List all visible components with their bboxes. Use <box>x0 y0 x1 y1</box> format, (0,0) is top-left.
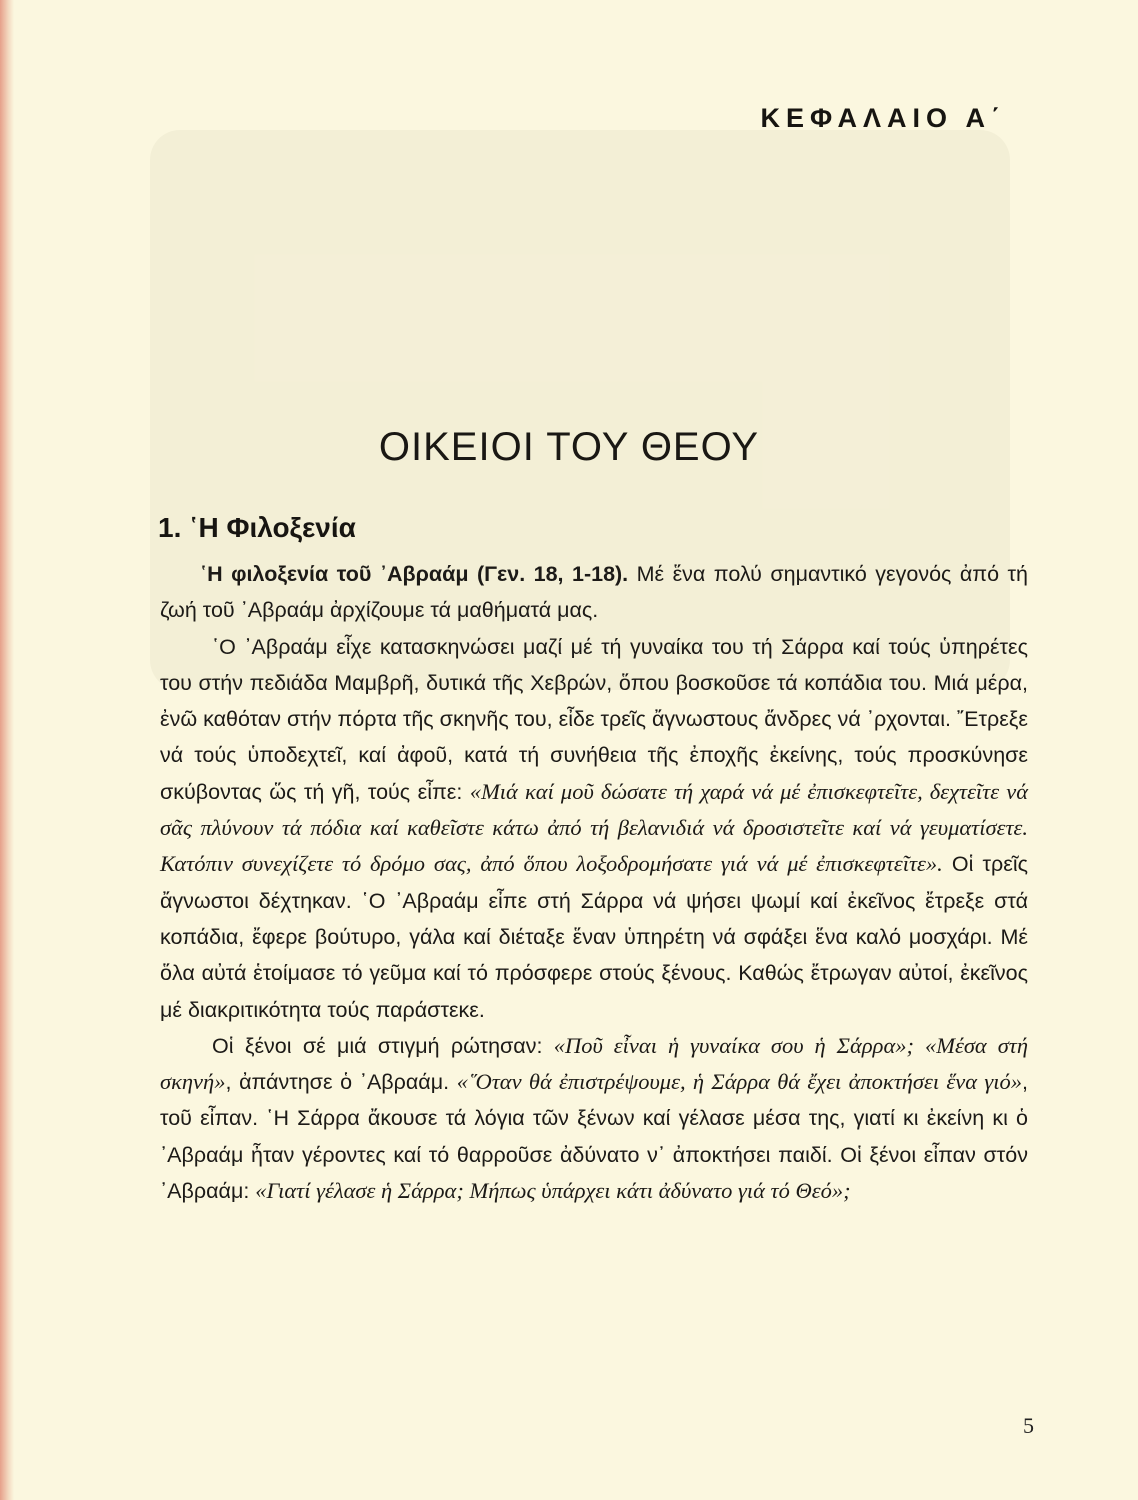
paragraph-text: , τοῦ εἶπαν. ῾Η Σάρρα ἄκουσε τά λόγια τῶν ξένων καί γέλασε μέσα της, γιατί κι ἐκείνη κι ὁ ᾿Αβραάμ ἦταν γέροντες καί τό θαρροῦσε ἀδύνατο ν᾿ ἀποκτήσει παιδί. Οἱ ξένοι εἶπαν στόν ᾿Αβραάμ: <box>160 1070 1028 1204</box>
page-title: ΟΙΚΕΙΟΙ ΤΟΥ ΘΕΟΥ <box>378 425 760 469</box>
paragraph-text: Οἱ τρεῖς ἄγνωστοι δέχτηκαν. ῾Ο ᾿Αβραάμ εἶπε στή Σάρρα νά ψήσει ψωμί καί ἐκεῖνος ἔτρεξε στά κοπάδια, ἔφερε βούτυρο, γάλα καί διέταξε ἕναν ὑπηρέτη νά σφάξει ἕνα καλό μοσχάρι. Μέ ὅλα αὐτά ἑτοίμασε τό γεῦμα καί τό πρόσφερε στούς ξένους. Καθώς ἔτρωγαν αὐτοί, ἐκεῖνος μέ διακριτικότητα τούς παράστεκε. <box>160 852 1028 1022</box>
quoted-speech: «Μιά καί μοῦ δώσατε τή χαρά νά μέ ἐπισκεφτεῖτε, δεχτεῖτε νά σᾶς πλύνουν τά πόδια καί καθεῖστε κάτω ἀπό τή βελανιδιά νά δροσιστεῖτε καί νά γευματίσετε. Κατόπιν συνεχίζετε τό δρόμο σας, ἀπό ὅπου λοξοδρομήσατε γιά νά μέ ἐπισκεφτεῖτε». <box>160 778 1028 877</box>
paragraph-text: Οἱ ξένοι σέ μιά στιγμή ρώτησαν: <box>212 1033 554 1058</box>
paragraph-1 <box>160 556 1028 629</box>
paragraph-3 <box>160 1028 1028 1209</box>
paragraph-text: ῾Ο ᾿Αβραάμ εἶχε κατασκηνώσει μαζί μέ τή γυναίκα του τή Σάρρα καί τούς ὑπηρέτες του στήν πεδιάδα Μαμβρῆ, δυτικά τῆς Χεβρών, ὅπου βοσκοῦσε τά κοπάδια του. Μιά μέρα, ἐνῶ καθόταν στήν πόρτα τῆς σκηνῆς του, εἶδε τρεῖς ἄγνωστους ἄνδρες νά ᾿ρχονται. ῎Ετρεξε νά τούς ὑποδεχτεῖ, καί ἀφοῦ, κατά τή συνήθεια τῆς ἐποχῆς ἐκείνης, τούς προσκύνησε σκύβοντας ὥς τή γῆ, τούς εἶπε: <box>160 634 1028 804</box>
paragraph-2 <box>160 629 1028 1028</box>
page-edge <box>0 0 14 1500</box>
page-number: 5 <box>1023 1413 1034 1438</box>
body-text <box>160 556 1028 1209</box>
paragraph-text: Μέ ἕνα πολύ σημαντικό γεγονός ἀπό τή ζωή τοῦ ᾿Αβραάμ ἀρχίζουμε τά μαθήματά μας. <box>160 562 1029 623</box>
paragraph-subheading: ῾Η φιλοξενία τοῦ ᾿Αβραάμ (Γεν. 18, 1-18). <box>200 562 629 586</box>
quoted-speech: «Ποῦ εἶναι ἡ γυναίκα σου ἡ Σάρρα»; «Μέσα στή σκηνή» <box>160 1032 1029 1095</box>
paragraph-text: , ἀπάντησε ὁ ᾿Αβραάμ. <box>225 1070 457 1095</box>
section-heading: 1. ῾Η Φιλοξενία <box>158 512 356 543</box>
chapter-heading: ΚΕΦΑΛΑΙΟ Α΄ <box>760 103 1006 133</box>
quoted-speech: «῞Οταν θά ἐπιστρέψουμε, ἡ Σάρρα θά ἔχει ἀποκτήσει ἕνα γιό» <box>456 1069 1023 1095</box>
quoted-speech: «Γιατί γέλασε ἡ Σάρρα; Μήπως ὑπάρχει κάτι ἀδύνατο γιά τό Θεό»; <box>255 1178 851 1204</box>
